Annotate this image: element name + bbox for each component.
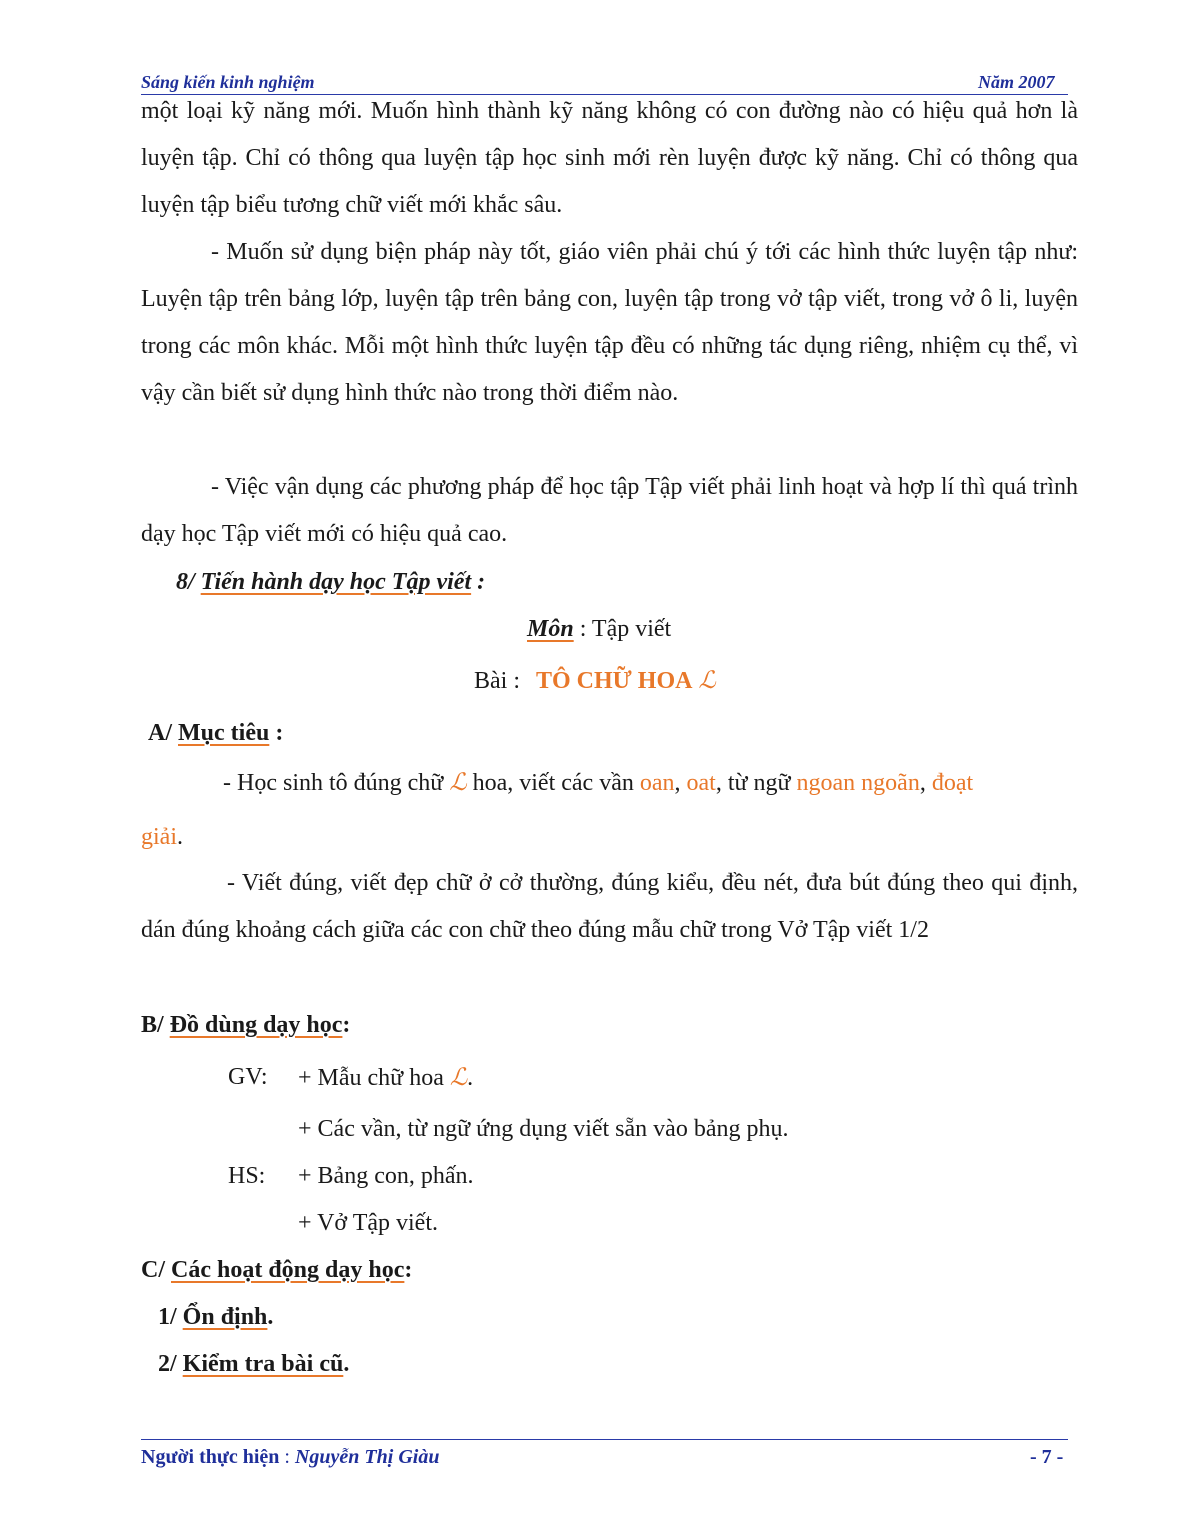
word-oat: oat	[686, 770, 716, 796]
section-8-colon: :	[471, 569, 486, 595]
period: .	[267, 1304, 274, 1330]
hs-item-2: + Vở Tập viết.	[298, 1210, 438, 1236]
word-doat: đoạt	[931, 770, 974, 796]
word-giai: giải	[141, 824, 177, 850]
gv-label: GV:	[228, 1064, 268, 1090]
section-c-colon: :	[404, 1257, 413, 1283]
section-c-heading	[141, 1255, 412, 1285]
step-2-title: Kiểm tra bài cũ	[182, 1351, 344, 1377]
subject-value: Tập viết	[591, 616, 672, 642]
section-8-number: 8/	[176, 569, 195, 595]
subject-label: Môn	[527, 616, 574, 642]
objective-1-text-a: - Học sinh tô đúng chữ	[223, 770, 450, 796]
period: .	[177, 824, 183, 850]
section-a-heading	[148, 718, 283, 748]
period: .	[343, 1351, 350, 1377]
hs-item-1: + Bảng con, phấn.	[298, 1163, 474, 1189]
section-b-colon: :	[342, 1012, 351, 1038]
period: .	[467, 1065, 474, 1091]
lesson-title: TÔ CHỮ HOA	[536, 668, 693, 694]
step-1-title: Ổn định	[182, 1304, 268, 1330]
footer-divider	[141, 1439, 1068, 1440]
lesson-line	[474, 665, 716, 696]
objective-1-text-c: , từ ngữ	[715, 770, 797, 796]
subject-separator: :	[573, 616, 592, 642]
section-a-prefix: A/	[148, 720, 172, 746]
lesson-label: Bài :	[474, 668, 520, 694]
footer-label: Người thực hiện	[141, 1446, 280, 1468]
footer-author: Nguyễn Thị Giàu	[294, 1446, 440, 1468]
hs-label: HS:	[228, 1163, 266, 1189]
section-b-title: Đồ dùng dạy học	[169, 1012, 343, 1038]
section-b-heading	[141, 1010, 350, 1040]
intro-paragraph-3: - Việc vận dụng các phương pháp để học tập Tập viết phải linh hoạt và hợp lí thì quá trình dạy học Tập viết mới có hiệu quả cao.	[141, 474, 1078, 547]
page-number: - 7 -	[1030, 1446, 1064, 1468]
section-a-colon: :	[269, 720, 284, 746]
footer-author-line	[141, 1446, 439, 1469]
letter-l-glyph: ℒ	[698, 666, 716, 694]
word-oan: oan	[639, 770, 675, 796]
header-year: Năm 2007	[978, 72, 1055, 92]
intro-paragraph-2: - Muốn sử dụng biện pháp này tốt, giáo viên phải chú ý tới các hình thức luyện tập như: Luyện tập trên bảng lớp, luyện tập trên bảng con, luyện tập trong vở tập viết, trong vở ô li, luyện trong các môn khác. Mỗi một hình thức luyện tập đều có những tác dụng riêng, nhiệm cụ thể, vì vậy cần biết sử dụng hình thức nào trong thời điểm nào.	[141, 239, 1078, 406]
section-c-prefix: C/	[141, 1257, 165, 1283]
letter-l-glyph: ℒ	[449, 1063, 468, 1091]
gv-item-1-text: + Mẫu chữ hoa	[298, 1065, 450, 1091]
section-a-title: Mục tiêu	[178, 720, 270, 746]
section-c-title: Các hoạt động dạy học	[171, 1257, 405, 1283]
comma: ,	[919, 770, 932, 796]
gv-item-1	[298, 1062, 473, 1093]
footer-separator: :	[279, 1446, 295, 1468]
objective-2: - Viết đúng, viết đẹp chữ ở cở thường, đúng kiểu, đều nét, đưa bút đúng theo qui định, dán đúng khoảng cách giữa các con chữ theo đúng mẫu chữ trong Vở Tập viết 1/2	[141, 870, 1078, 943]
comma: ,	[674, 770, 687, 796]
subject-line	[527, 614, 671, 644]
header-title: Sáng kiến kinh nghiệm	[141, 72, 315, 92]
letter-l-glyph: ℒ	[449, 768, 467, 796]
objective-1	[141, 759, 1078, 807]
step-1-number: 1/	[158, 1304, 177, 1330]
step-2-number: 2/	[158, 1351, 177, 1377]
objective-1-text-b: hoa, viết các vần	[466, 770, 640, 796]
section-8-heading	[176, 567, 485, 597]
objective-1-continuation	[141, 822, 183, 852]
intro-paragraph-1: một loại kỹ năng mới. Muốn hình thành kỹ năng không có con đường nào có hiệu quả hơn là luyện tập. Chỉ có thông qua luyện tập học sinh mới rèn luyện được kỹ năng. Chỉ có thông qua luyện tập biểu tương chữ viết mới khắc sâu.	[141, 98, 1078, 218]
gv-item-2: + Các vần, từ ngữ ứng dụng viết sẵn vào bảng phụ.	[298, 1116, 789, 1142]
section-8-title: Tiến hành dạy học Tập viết	[200, 569, 472, 595]
word-ngoan-ngoan: ngoan ngoãn	[796, 770, 920, 796]
step-1	[158, 1302, 273, 1332]
section-b-prefix: B/	[141, 1012, 164, 1038]
step-2	[158, 1349, 349, 1379]
